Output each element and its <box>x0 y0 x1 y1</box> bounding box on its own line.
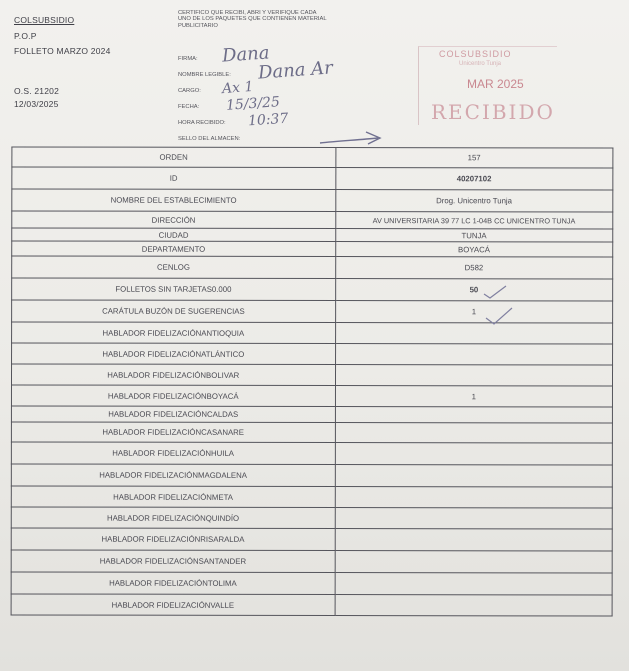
sello-label: SELLO DEL ALMACEN: <box>178 136 241 142</box>
table-row <box>11 528 612 551</box>
table-row <box>11 422 612 443</box>
table-row <box>11 486 612 508</box>
table-row <box>12 278 613 301</box>
row-label: ORDEN <box>12 147 336 168</box>
row-value <box>335 508 613 529</box>
stamp-received: RECIBIDO <box>431 100 555 124</box>
table-row <box>11 572 612 595</box>
row-value: 1 <box>335 301 613 323</box>
row-label: HABLADOR FIDELIZACIÓNBOYACÁ <box>11 385 335 407</box>
row-label: HABLADOR FIDELIZACIÓNTOLIMA <box>11 572 335 595</box>
handwritten-date: 15/3/25 <box>225 94 281 114</box>
folleto-title: FOLLETO MARZO 2024 <box>14 46 111 56</box>
table-row <box>12 256 613 279</box>
row-value: D582 <box>335 257 613 279</box>
table-row <box>11 550 612 573</box>
row-value <box>335 551 613 573</box>
table-row <box>12 147 613 168</box>
table-row <box>11 464 612 487</box>
row-value <box>335 365 613 386</box>
row-value: AV UNIVERSITARIA 39 77 LC 1-04B CC UNICENTRO TUNJA <box>335 212 612 229</box>
row-label: HABLADOR FIDELIZACIÓNHUILA <box>11 442 335 465</box>
row-label: NOMBRE DEL ESTABLECIMIENTO <box>12 189 336 212</box>
check-mark-icon <box>482 284 508 300</box>
row-value: TUNJA <box>335 229 612 242</box>
fecha-label: FECHA: <box>178 104 200 110</box>
table-row <box>12 211 613 229</box>
row-value: BOYACÁ <box>335 242 612 257</box>
table-row <box>11 406 612 423</box>
delivery-table <box>11 146 614 616</box>
firma-label: FIRMA: <box>178 56 198 62</box>
table-row <box>11 442 612 465</box>
table-row <box>11 364 612 386</box>
check-mark-icon <box>484 306 514 326</box>
row-label: HABLADOR FIDELIZACIÓNVALLE <box>11 594 335 616</box>
row-value <box>335 423 613 443</box>
row-value: 1 <box>335 386 613 407</box>
stamp-company: COLSUBSIDIO <box>439 49 512 59</box>
row-value <box>335 407 612 423</box>
row-label: HABLADOR FIDELIZACIÓNQUINDÍO <box>11 507 335 529</box>
row-value <box>335 573 613 595</box>
row-value: 157 <box>335 148 613 168</box>
cargo-label: CARGO: <box>178 88 201 94</box>
hora-label: HORA RECIBIDO: <box>178 120 226 126</box>
row-value <box>335 323 613 344</box>
order-service-number: O.S. 21202 <box>14 86 60 96</box>
row-label: HABLADOR FIDELIZACIÓNANTIOQUIA <box>12 322 336 344</box>
row-value <box>335 529 613 551</box>
row-value: Drog. Unicentro Tunja <box>335 190 613 212</box>
row-label: CARÁTULA BUZÓN DE SUGERENCIAS <box>12 300 336 323</box>
handwritten-name: Dana Ar <box>257 57 334 84</box>
table-row <box>12 300 613 323</box>
row-label: DEPARTAMENTO <box>12 241 336 257</box>
row-label: FOLLETOS SIN TARJETAS0.000 <box>12 278 336 301</box>
document-date: 12/03/2025 <box>14 99 59 109</box>
handwritten-signature: Dana <box>221 42 271 67</box>
row-value <box>335 487 613 508</box>
stamp-date: MAR 2025 <box>467 77 524 91</box>
table-row <box>12 228 613 242</box>
row-value: 40207102 <box>335 168 613 190</box>
handwritten-time: 10:37 <box>247 110 289 130</box>
row-value <box>335 344 613 365</box>
table-row <box>11 507 612 529</box>
row-label: CIUDAD <box>12 228 336 242</box>
row-value <box>335 465 613 487</box>
table-row <box>12 167 613 190</box>
row-label: HABLADOR FIDELIZACIÓNATLÁNTICO <box>12 343 336 365</box>
table-row <box>11 594 612 616</box>
table-row <box>12 241 613 257</box>
table-row <box>12 322 613 344</box>
table-row <box>11 385 612 407</box>
row-label: HABLADOR FIDELIZACIÓNMETA <box>11 486 335 508</box>
table-row <box>12 343 613 365</box>
row-label: DIRECCIÓN <box>12 211 336 229</box>
row-label: HABLADOR FIDELIZACIÓNCASANARE <box>11 422 335 443</box>
certification-text: CERTIFICO QUE RECIBI, ABRI Y VERIFIQUE CADA UNO DE LOS PAQUETES QUE CONTIENEN MATERIAL PUBLICITARIO <box>178 10 327 29</box>
row-value: 50 <box>335 279 613 301</box>
row-label: HABLADOR FIDELIZACIÓNBOLIVAR <box>11 364 335 386</box>
table-row <box>12 189 613 212</box>
row-label: CENLOG <box>12 256 336 279</box>
row-label: HABLADOR FIDELIZACIÓNRISARALDA <box>11 528 335 551</box>
row-label: HABLADOR FIDELIZACIÓNCALDAS <box>11 406 335 423</box>
row-value <box>335 595 613 616</box>
store-stamp <box>418 46 557 125</box>
handwritten-cargo: Ax 1 <box>221 78 254 98</box>
stamp-store: Unicentro Tunja <box>459 61 502 67</box>
row-label: HABLADOR FIDELIZACIÓNSANTANDER <box>11 550 335 573</box>
nombre-label: NOMBRE LEGIBLE: <box>178 72 231 78</box>
row-label: HABLADOR FIDELIZACIÓNMAGDALENA <box>11 464 335 487</box>
company-name: COLSUBSIDIO <box>14 15 75 25</box>
row-value <box>335 443 613 465</box>
pop-label: P.O.P <box>14 31 37 41</box>
row-label: ID <box>12 167 336 190</box>
